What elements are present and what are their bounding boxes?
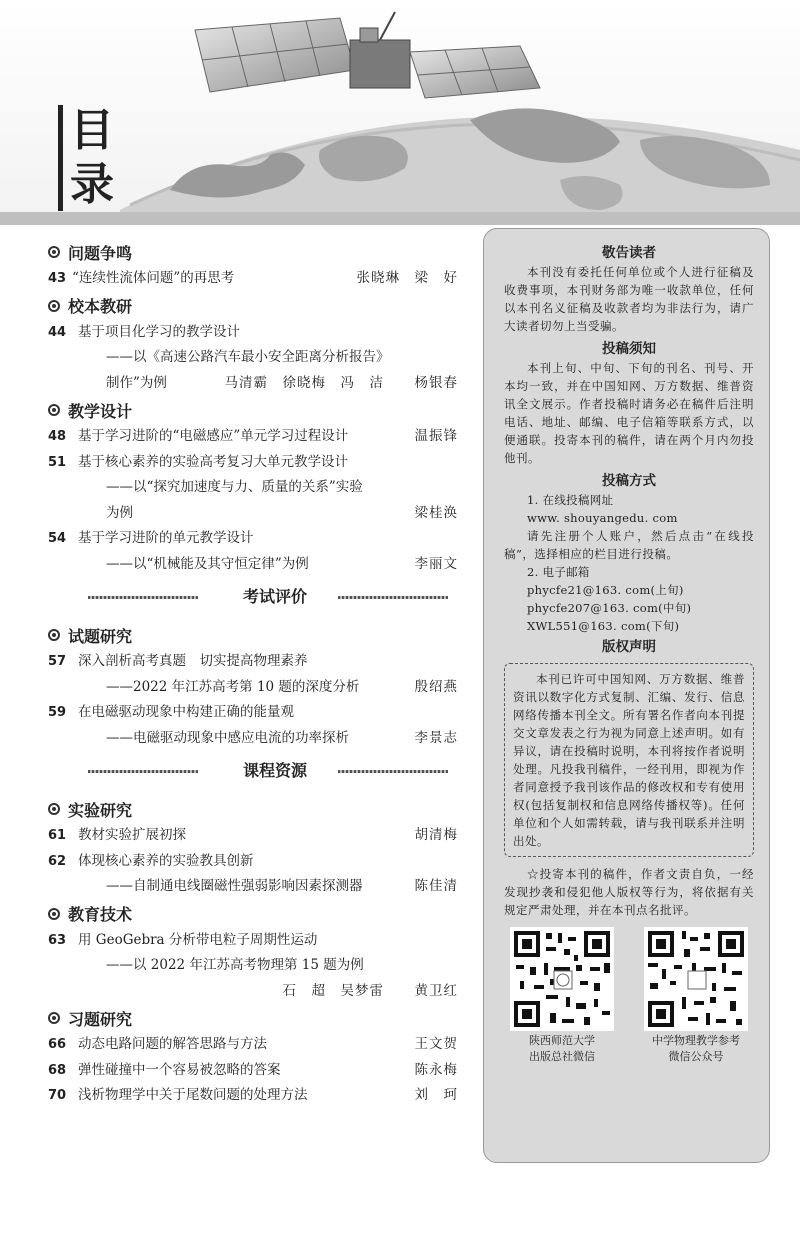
warning-text: ☆投寄本刊的稿件，作者文责自负，一经发现抄袭和侵犯他人版权等行为，将依据有关规定严肃处理，并在本刊点名批评。: [504, 867, 754, 917]
page-number: 48: [48, 429, 67, 444]
info-sidebar: [483, 228, 770, 1163]
toc-entry[interactable]: [48, 700, 468, 726]
copyright-text: 本刊已许可中国知网、万方数据、维普资讯以数字化方式复制、汇编、发行、信息网络传播本刊全文。所有署名作者向本刊提交文章发表之行为视为同意上述声明。如有异议，请在投稿时说明，本刊将按作者说明处理。凡投我刊稿件，一经刊用，即视为作者同意授予我刊该作品的修改权和专有使用权(包括复制权和信息网络传播权等)。任何单位和个人如需转载，请与我刊联系并注明出处。: [513, 672, 745, 848]
toc-entry[interactable]: [48, 1032, 468, 1058]
notice-title: 敬告读者: [602, 245, 656, 261]
page-number: 63: [48, 932, 67, 948]
submit-title: 投稿须知: [602, 341, 656, 357]
title-char-2: 录: [70, 159, 114, 210]
section-title: 习题研究: [68, 1009, 133, 1029]
page-number: 70: [48, 1088, 67, 1103]
toc-entry[interactable]: [48, 928, 468, 954]
toc-entry[interactable]: [48, 424, 468, 450]
table-of-contents: [48, 238, 468, 1109]
qr-caption: 出版总社微信: [529, 1050, 595, 1063]
toc-entry[interactable]: [48, 266, 468, 292]
toc-entry-continued: [48, 475, 468, 501]
toc-entry-continued: [48, 874, 468, 900]
section-heading: [48, 795, 468, 823]
page-number: 66: [48, 1037, 67, 1052]
toc-entry[interactable]: [48, 320, 468, 346]
article-subtitle: 制作”为例: [106, 374, 167, 391]
author: 张晓琳 梁 好: [356, 270, 458, 286]
divider-line: [88, 770, 198, 773]
toc-entry[interactable]: [48, 450, 468, 476]
toc-entry-continued: [48, 979, 468, 1005]
toc-entry[interactable]: [48, 823, 468, 849]
page-number: 68: [48, 1062, 67, 1078]
circle-bullet-icon: [48, 803, 60, 815]
category-divider: [48, 755, 468, 787]
article-title: 基于项目化学习的教学设计: [78, 323, 240, 340]
qr-codes: [504, 927, 754, 1065]
circle-bullet-icon: [48, 629, 60, 641]
method-desc: 请先注册个人账户，然后点击“在线投稿”，选择相应的栏目进行投稿。: [504, 529, 754, 561]
email-link[interactable]: XWL551@163. com(下旬): [527, 619, 680, 633]
section-title: 试题研究: [68, 626, 133, 646]
toc-entry[interactable]: [48, 849, 468, 875]
page-title: [58, 105, 120, 211]
method-item: 1. 在线投稿网址: [527, 493, 614, 507]
article-title: 用 GeoGebra 分析带电粒子周期性运动: [78, 931, 318, 948]
article-title: 基于核心素养的实验高考复习大单元教学设计: [78, 453, 348, 470]
circle-bullet-icon: [48, 246, 60, 258]
header-banner: [0, 0, 800, 225]
copyright-box: [504, 663, 754, 857]
author: 黄卫红: [414, 982, 458, 999]
author: 陈佳清: [414, 878, 458, 894]
section-heading: [48, 900, 468, 928]
section-heading: [48, 238, 468, 266]
author: 马清霸 徐晓梅 冯 洁: [224, 374, 384, 391]
article-title: 动态电路问题的解答思路与方法: [78, 1036, 267, 1052]
article-subtitle: 为例: [106, 504, 133, 521]
category-label: 考试评价: [230, 585, 320, 609]
page-number: 59: [48, 705, 67, 720]
author: 陈永梅: [414, 1061, 458, 1078]
author: 李景志: [414, 729, 458, 746]
page-number: 44: [48, 324, 67, 340]
divider-line: [338, 596, 448, 599]
section-heading: [48, 1004, 468, 1032]
article-title: 基于学习进阶的“电磁感应”单元学习过程设计: [78, 428, 349, 444]
author: 胡清梅: [414, 827, 458, 843]
section-heading: [48, 292, 468, 320]
qr-item: [642, 927, 750, 1065]
notice-text: 本刊没有委托任何单位或个人进行征稿及收费事项，本刊财务部为唯一收款单位，任何以本刊名义征稿及收款者均为非法行为，请广大读者切勿上当受骗。: [504, 265, 754, 333]
toc-entry-continued: [48, 345, 468, 371]
article-title: 教材实验扩展初探: [78, 827, 186, 843]
author: 杨银春: [414, 374, 458, 391]
category-label: 课程资源: [230, 759, 320, 783]
page-number: 62: [48, 853, 67, 869]
page-number: 61: [48, 828, 67, 843]
article-title: 在电磁驱动现象中构建正确的能量观: [78, 704, 294, 720]
article-title: 深入剖析高考真题 切实提高物理素养: [78, 653, 308, 669]
circle-bullet-icon: [48, 300, 60, 312]
toc-entry-continued: [48, 726, 468, 752]
qr-code-icon[interactable]: [510, 927, 614, 1031]
method-item: 2. 电子邮箱: [527, 565, 590, 579]
article-title: 体现核心素养的实验教具创新: [78, 852, 254, 869]
qr-code-icon[interactable]: [644, 927, 748, 1031]
author: 梁桂涣: [414, 504, 458, 521]
section-heading: [48, 396, 468, 424]
article-subtitle: ——以 2022 年江苏高考物理第 15 题为例: [106, 957, 364, 973]
article-subtitle: ——自制通电线圈磁性强弱影响因素探测器: [106, 878, 363, 894]
toc-entry[interactable]: [48, 526, 468, 552]
article-subtitle: ——以“机械能及其守恒定律”为例: [106, 555, 309, 572]
section-heading: [48, 621, 468, 649]
article-title: “连续性流体问题”的再思考: [72, 270, 235, 286]
qr-caption: 陕西师范大学: [529, 1034, 595, 1047]
page-number: 51: [48, 454, 67, 470]
title-char-1: 目: [70, 105, 114, 156]
toc-entry[interactable]: [48, 649, 468, 675]
article-subtitle: ——以“探究加速度与力、质量的关系”实验: [106, 479, 363, 495]
page-number: 54: [48, 531, 67, 546]
email-link[interactable]: phycfe207@163. com(中旬): [527, 601, 692, 615]
page-number: 43: [48, 271, 67, 286]
article-subtitle: ——以《高速公路汽车最小安全距离分析报告》: [106, 349, 390, 365]
title-bar: [58, 105, 63, 211]
section-title: 问题争鸣: [68, 243, 133, 263]
method-title: 投稿方式: [602, 473, 656, 489]
section-title: 实验研究: [68, 800, 133, 820]
qr-item: [508, 927, 616, 1065]
divider-line: [88, 596, 198, 599]
circle-bullet-icon: [48, 1012, 60, 1024]
author: 石 超 吴梦雷: [282, 982, 384, 999]
email-link[interactable]: phycfe21@163. com(上旬): [527, 583, 684, 597]
article-subtitle: ——电磁驱动现象中感应电流的功率探析: [106, 729, 349, 746]
section-title: 教学设计: [68, 401, 133, 421]
section-title: 校本教研: [68, 297, 133, 316]
toc-entry[interactable]: [48, 1083, 468, 1109]
divider-line: [338, 770, 448, 773]
satellite-world-map-illustration: [0, 0, 800, 225]
circle-bullet-icon: [48, 908, 60, 920]
toc-entry[interactable]: [48, 1058, 468, 1084]
toc-entry-continued: [48, 675, 468, 701]
circle-bullet-icon: [48, 404, 60, 416]
author: 李丽文: [414, 555, 458, 572]
toc-entry-continued: [48, 552, 468, 578]
submit-text: 本刊上旬、中旬、下旬的刊名、刊号、开本均一致，并在中国知网、万方数据、维普资讯全文展示。作者投稿时请务必在稿件后注明电话、地址、邮编、电子信箱等联系方式，以便通联。投寄本刊的稿件，请在两个月内勿投他刊。: [504, 361, 754, 465]
author: 温振锋: [414, 428, 458, 444]
article-title: 弹性碰撞中一个容易被忽略的答案: [78, 1061, 281, 1078]
toc-entry-continued: [48, 501, 468, 527]
author: 王文贺: [414, 1036, 458, 1052]
page-number: 57: [48, 654, 67, 669]
qr-caption: 中学物理教学参考: [652, 1034, 740, 1047]
toc-entry-continued: [48, 953, 468, 979]
section-title: 教育技术: [68, 905, 133, 924]
qr-caption: 微信公众号: [668, 1050, 724, 1063]
article-title: 基于学习进阶的单元教学设计: [78, 530, 254, 546]
category-divider: [48, 581, 468, 613]
toc-entry-continued: [48, 371, 468, 397]
copyright-title: 版权声明: [602, 639, 656, 655]
article-title: 浅析物理学中关于尾数问题的处理方法: [78, 1087, 308, 1103]
author: 刘 珂: [414, 1087, 458, 1103]
author: 殷绍燕: [414, 678, 458, 695]
article-subtitle: ——2022 年江苏高考第 10 题的深度分析: [106, 678, 360, 695]
website-link[interactable]: www. shouyangedu. com: [527, 511, 678, 525]
